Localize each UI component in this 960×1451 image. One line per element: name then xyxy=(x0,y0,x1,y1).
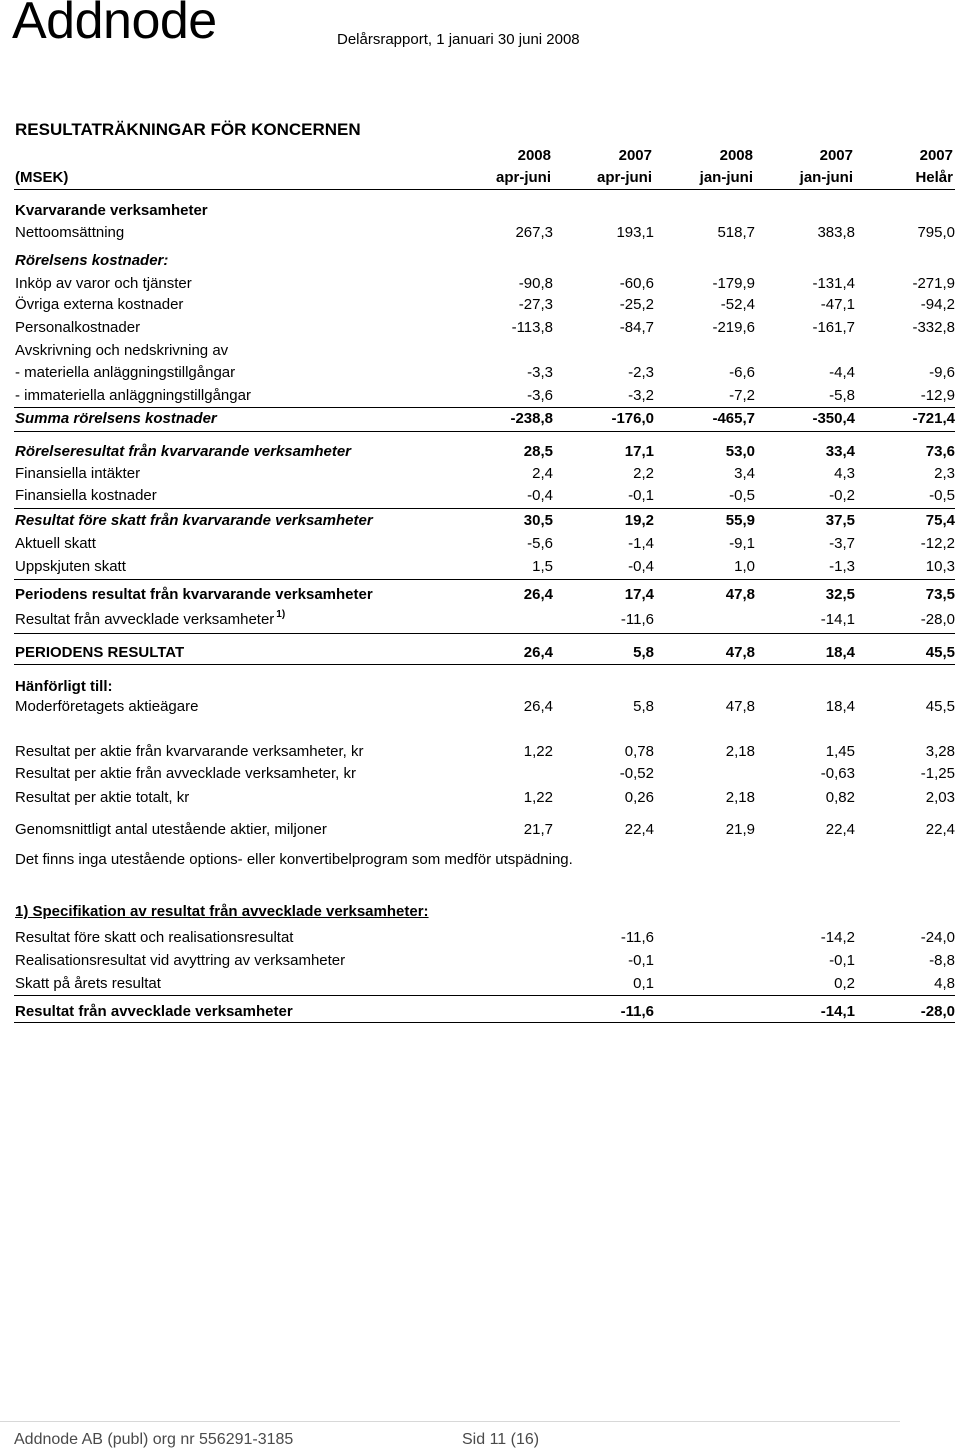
row-value: -4,4 xyxy=(829,364,855,381)
statement-row xyxy=(0,678,960,696)
row-label-text: Aktuell skatt xyxy=(15,535,96,552)
row-value: 73,6 xyxy=(925,443,955,460)
row-value: -14,1 xyxy=(820,611,855,628)
row-label-text: Resultat per aktie från avvecklade verksamheter, kr xyxy=(15,765,356,782)
row-label-text: Skatt på årets resultat xyxy=(15,975,161,992)
statement-row xyxy=(0,611,960,629)
row-label xyxy=(15,558,126,576)
row-value: 19,2 xyxy=(624,512,654,529)
statement-row xyxy=(0,465,960,483)
row-label-text: Resultat per aktie totalt, kr xyxy=(15,789,190,806)
row-label-text: Uppskjuten skatt xyxy=(15,558,126,575)
row-value: -11,6 xyxy=(620,1003,654,1020)
row-value: 2,18 xyxy=(725,789,755,806)
statement-row xyxy=(0,512,960,530)
row-value: 1,0 xyxy=(734,558,755,575)
row-value: -1,3 xyxy=(829,558,855,575)
row-label xyxy=(15,512,373,530)
row-value: -721,4 xyxy=(912,410,955,427)
row-label-text: Genomsnittligt antal utestående aktier, miljoner xyxy=(15,821,327,838)
statement-row xyxy=(0,586,960,604)
row-value: -131,4 xyxy=(812,275,855,292)
row-label xyxy=(15,342,228,360)
row-value: -0,1 xyxy=(628,952,654,969)
row-value: 22,4 xyxy=(825,821,855,838)
footer-page-number: Sid 11 (16) xyxy=(462,1431,540,1448)
row-value: -332,8 xyxy=(912,319,955,336)
row-value: 18,4 xyxy=(825,644,855,661)
row-label-text: - immateriella anläggningstillgångar xyxy=(15,387,251,404)
row-value: 0,26 xyxy=(624,789,654,806)
row-value: -11,6 xyxy=(620,929,654,946)
statement-row xyxy=(0,319,960,337)
row-label-text: Finansiella intäkter xyxy=(15,465,141,482)
row-value: 26,4 xyxy=(523,644,553,661)
column-period: jan-juni xyxy=(799,169,853,186)
row-label-text: Finansiella kostnader xyxy=(15,487,157,504)
row-label-text: Resultat före skatt och realisationsresultat xyxy=(15,929,294,946)
row-value: -12,2 xyxy=(920,535,955,552)
row-value: -219,6 xyxy=(712,319,755,336)
footer-company: Addnode AB (publ) org nr 556291-3185 xyxy=(14,1431,294,1448)
row-value: -84,7 xyxy=(619,319,654,336)
row-value: -0,4 xyxy=(527,487,553,504)
row-value: 2,03 xyxy=(925,789,955,806)
row-label-text: Summa rörelsens kostnader xyxy=(15,410,217,427)
table-rule xyxy=(14,407,955,408)
row-value: -1,25 xyxy=(920,765,955,782)
row-label xyxy=(15,743,364,761)
statement-row xyxy=(0,952,960,970)
report-title: Delårsrapport, 1 januari 30 juni 2008 xyxy=(337,31,580,48)
column-period: jan-juni xyxy=(699,169,753,186)
page-title: RESULTATRÄKNINGAR FÖR KONCERNEN xyxy=(15,120,361,139)
row-value: 22,4 xyxy=(925,821,955,838)
row-value: 73,5 xyxy=(925,586,955,603)
row-value: -350,4 xyxy=(812,410,855,427)
row-value: 1,45 xyxy=(825,743,855,760)
spec-heading xyxy=(0,903,960,921)
row-value: -3,3 xyxy=(527,364,553,381)
row-label xyxy=(15,275,192,293)
row-label xyxy=(15,975,161,993)
row-value: 47,8 xyxy=(725,644,755,661)
statement-row xyxy=(0,821,960,839)
table-rule xyxy=(14,189,955,190)
row-label-text: Periodens resultat från kvarvarande verksamheter xyxy=(15,586,373,603)
row-value: -3,7 xyxy=(829,535,855,552)
row-value: -238,8 xyxy=(510,410,553,427)
row-value: -271,9 xyxy=(912,275,955,292)
row-label xyxy=(15,202,208,220)
row-value: 37,5 xyxy=(825,512,855,529)
row-value: 32,5 xyxy=(825,586,855,603)
company-logo: Addnode xyxy=(12,0,217,50)
statement-row xyxy=(0,387,960,405)
row-value: -5,6 xyxy=(527,535,553,552)
statement-row xyxy=(0,342,960,360)
row-value: 0,78 xyxy=(624,743,654,760)
row-label xyxy=(15,410,217,428)
statement-row xyxy=(0,487,960,505)
row-value: -3,6 xyxy=(527,387,553,404)
row-value: 55,9 xyxy=(725,512,755,529)
spec-title: 1) Specifikation av resultat från avvecklade verksamheter: xyxy=(15,903,429,920)
row-value: -12,9 xyxy=(920,387,955,404)
row-label-text: Rörelseresultat från kvarvarande verksamheter xyxy=(15,443,352,460)
row-label-text: Resultat före skatt från kvarvarande verksamheter xyxy=(15,512,373,529)
column-period: apr-juni xyxy=(597,169,652,186)
row-value: 267,3 xyxy=(515,224,553,241)
statement-row xyxy=(0,644,960,662)
row-value: -28,0 xyxy=(920,611,955,628)
row-value: 17,4 xyxy=(624,586,654,603)
statement-row xyxy=(0,443,960,461)
row-value: 0,1 xyxy=(633,975,654,992)
row-label-text: Inköp av varor och tjänster xyxy=(15,275,192,292)
row-value: 10,3 xyxy=(925,558,955,575)
column-year: 2007 xyxy=(819,147,853,164)
row-value: -1,4 xyxy=(628,535,654,552)
row-label-text: Personalkostnader xyxy=(15,319,141,336)
row-value: 2,4 xyxy=(532,465,553,482)
row-value: -0,5 xyxy=(929,487,955,504)
row-label xyxy=(15,1003,293,1021)
row-value: -161,7 xyxy=(812,319,855,336)
row-label xyxy=(15,364,235,382)
row-value: -113,8 xyxy=(511,319,553,336)
row-value: 795,0 xyxy=(917,224,955,241)
row-value: -14,2 xyxy=(820,929,855,946)
row-value: 17,1 xyxy=(624,443,654,460)
row-label xyxy=(15,611,285,629)
row-value: 0,82 xyxy=(825,789,855,806)
row-value: -3,2 xyxy=(628,387,654,404)
row-value: -0,2 xyxy=(829,487,855,504)
footnote-marker: 1) xyxy=(276,609,286,620)
row-value: 47,8 xyxy=(725,698,755,715)
row-value: -8,8 xyxy=(929,952,955,969)
row-value: 21,9 xyxy=(725,821,755,838)
row-label xyxy=(15,487,157,505)
row-value: 45,5 xyxy=(925,698,955,715)
statement-row xyxy=(0,202,960,220)
column-year: 2007 xyxy=(919,147,953,164)
unit-label: (MSEK) xyxy=(15,169,69,186)
row-value: -0,52 xyxy=(619,765,654,782)
row-value: 193,1 xyxy=(616,224,654,241)
table-rule xyxy=(14,431,955,432)
statement-row xyxy=(0,1003,960,1021)
row-label xyxy=(15,765,356,783)
row-label-text: Avskrivning och nedskrivning av xyxy=(15,342,229,359)
row-label-text: - materiella anläggningstillgångar xyxy=(15,364,236,381)
row-value: 383,8 xyxy=(817,224,855,241)
row-label xyxy=(15,929,293,947)
row-value: -7,2 xyxy=(729,387,755,404)
row-value: -0,4 xyxy=(628,558,654,575)
row-value: -9,1 xyxy=(729,535,755,552)
statement-row xyxy=(0,789,960,807)
row-value: -90,8 xyxy=(518,275,553,292)
row-value: -0,5 xyxy=(729,487,755,504)
row-value: 1,22 xyxy=(523,743,553,760)
row-label xyxy=(15,319,140,337)
row-label-text: Realisationsresultat vid avyttring av verksamheter xyxy=(15,952,346,969)
row-label xyxy=(15,678,113,696)
statement-row xyxy=(0,364,960,382)
row-value: 1,5 xyxy=(532,558,553,575)
row-label xyxy=(15,252,168,270)
row-value: -5,8 xyxy=(829,387,855,404)
row-label xyxy=(15,443,351,461)
row-label xyxy=(15,644,184,662)
row-label xyxy=(15,698,198,716)
row-label xyxy=(15,789,189,807)
row-value: 75,4 xyxy=(925,512,955,529)
statement-row xyxy=(0,765,960,783)
row-value: 5,8 xyxy=(633,644,654,661)
statement-row xyxy=(0,698,960,716)
footer-divider xyxy=(0,1421,900,1422)
row-label-text: Övriga externa kostnader xyxy=(15,296,184,313)
row-value: 2,2 xyxy=(633,465,654,482)
row-label-text: Resultat per aktie från kvarvarande verksamheter, kr xyxy=(15,743,364,760)
row-value: -0,1 xyxy=(628,487,654,504)
row-value: -28,0 xyxy=(920,1003,955,1020)
row-value: -176,0 xyxy=(611,410,654,427)
statement-row xyxy=(0,252,960,270)
column-period: apr-juni xyxy=(496,169,551,186)
row-value: 30,5 xyxy=(523,512,553,529)
row-label xyxy=(15,465,140,483)
row-label-text: Kvarvarande verksamheter xyxy=(15,202,208,219)
row-label xyxy=(15,387,251,405)
row-value: 21,7 xyxy=(523,821,553,838)
column-period-header-row xyxy=(0,169,960,187)
row-value: 1,22 xyxy=(523,789,553,806)
row-label xyxy=(15,535,96,553)
dilution-note xyxy=(0,851,960,869)
row-label xyxy=(15,224,124,242)
row-value: 4,3 xyxy=(834,465,855,482)
row-value: 33,4 xyxy=(825,443,855,460)
row-value: -47,1 xyxy=(820,296,855,313)
column-year: 2007 xyxy=(618,147,652,164)
row-value: -179,9 xyxy=(712,275,755,292)
row-label xyxy=(15,586,373,604)
row-label-text: PERIODENS RESULTAT xyxy=(15,644,185,661)
row-value: 26,4 xyxy=(523,586,553,603)
row-value: 53,0 xyxy=(725,443,755,460)
row-value: 2,18 xyxy=(725,743,755,760)
row-label-text: Nettoomsättning xyxy=(15,224,125,241)
row-value: 47,8 xyxy=(725,586,755,603)
row-value: -60,6 xyxy=(619,275,654,292)
row-value: -0,63 xyxy=(820,765,855,782)
column-year: 2008 xyxy=(517,147,551,164)
note-text: Det finns inga utestående options- eller konvertibelprogram som medför utspädning. xyxy=(15,851,573,868)
row-value: 518,7 xyxy=(717,224,755,241)
statement-row xyxy=(0,558,960,576)
statement-row xyxy=(0,743,960,761)
column-year-header-row xyxy=(0,147,960,165)
row-value: 26,4 xyxy=(523,698,553,715)
row-value: -25,2 xyxy=(619,296,654,313)
row-value: -27,3 xyxy=(518,296,553,313)
row-label-text: Moderföretagets aktieägare xyxy=(15,698,199,715)
statement-row xyxy=(0,224,960,242)
row-value: -465,7 xyxy=(712,410,755,427)
statement-row xyxy=(0,275,960,293)
row-value: 22,4 xyxy=(624,821,654,838)
row-value: -14,1 xyxy=(820,1003,855,1020)
row-value: -6,6 xyxy=(729,364,755,381)
row-value: 2,3 xyxy=(934,465,955,482)
row-label xyxy=(15,296,183,314)
row-value: 3,28 xyxy=(925,743,955,760)
row-value: -2,3 xyxy=(628,364,654,381)
row-value: -0,1 xyxy=(829,952,855,969)
row-value: -52,4 xyxy=(720,296,755,313)
row-value: 3,4 xyxy=(734,465,755,482)
row-value: 18,4 xyxy=(825,698,855,715)
statement-row xyxy=(0,975,960,993)
row-label-text: Hänförligt till: xyxy=(15,678,113,695)
row-value: 0,2 xyxy=(834,975,855,992)
row-value: -9,6 xyxy=(929,364,955,381)
row-label xyxy=(15,821,327,839)
statement-row xyxy=(0,296,960,314)
row-label-text: Resultat från avvecklade verksamheter xyxy=(15,1003,293,1020)
table-rule xyxy=(14,579,955,580)
table-rule xyxy=(14,1022,955,1023)
column-period: Helår xyxy=(915,169,953,186)
column-year: 2008 xyxy=(719,147,753,164)
row-value: -94,2 xyxy=(920,296,955,313)
statement-row xyxy=(0,929,960,947)
table-rule xyxy=(14,995,955,996)
row-value: 28,5 xyxy=(523,443,553,460)
table-rule xyxy=(14,508,955,509)
row-label-text: Rörelsens kostnader: xyxy=(15,252,169,269)
table-rule xyxy=(14,664,955,665)
row-value: -11,6 xyxy=(620,611,654,628)
row-label xyxy=(15,952,345,970)
row-value: 5,8 xyxy=(633,698,654,715)
row-value: 4,8 xyxy=(934,975,955,992)
statement-row xyxy=(0,410,960,428)
statement-row xyxy=(0,535,960,553)
row-value: 45,5 xyxy=(925,644,955,661)
row-label-text: Resultat från avvecklade verksamheter xyxy=(15,611,275,628)
table-rule xyxy=(14,633,955,634)
row-value: -24,0 xyxy=(920,929,955,946)
